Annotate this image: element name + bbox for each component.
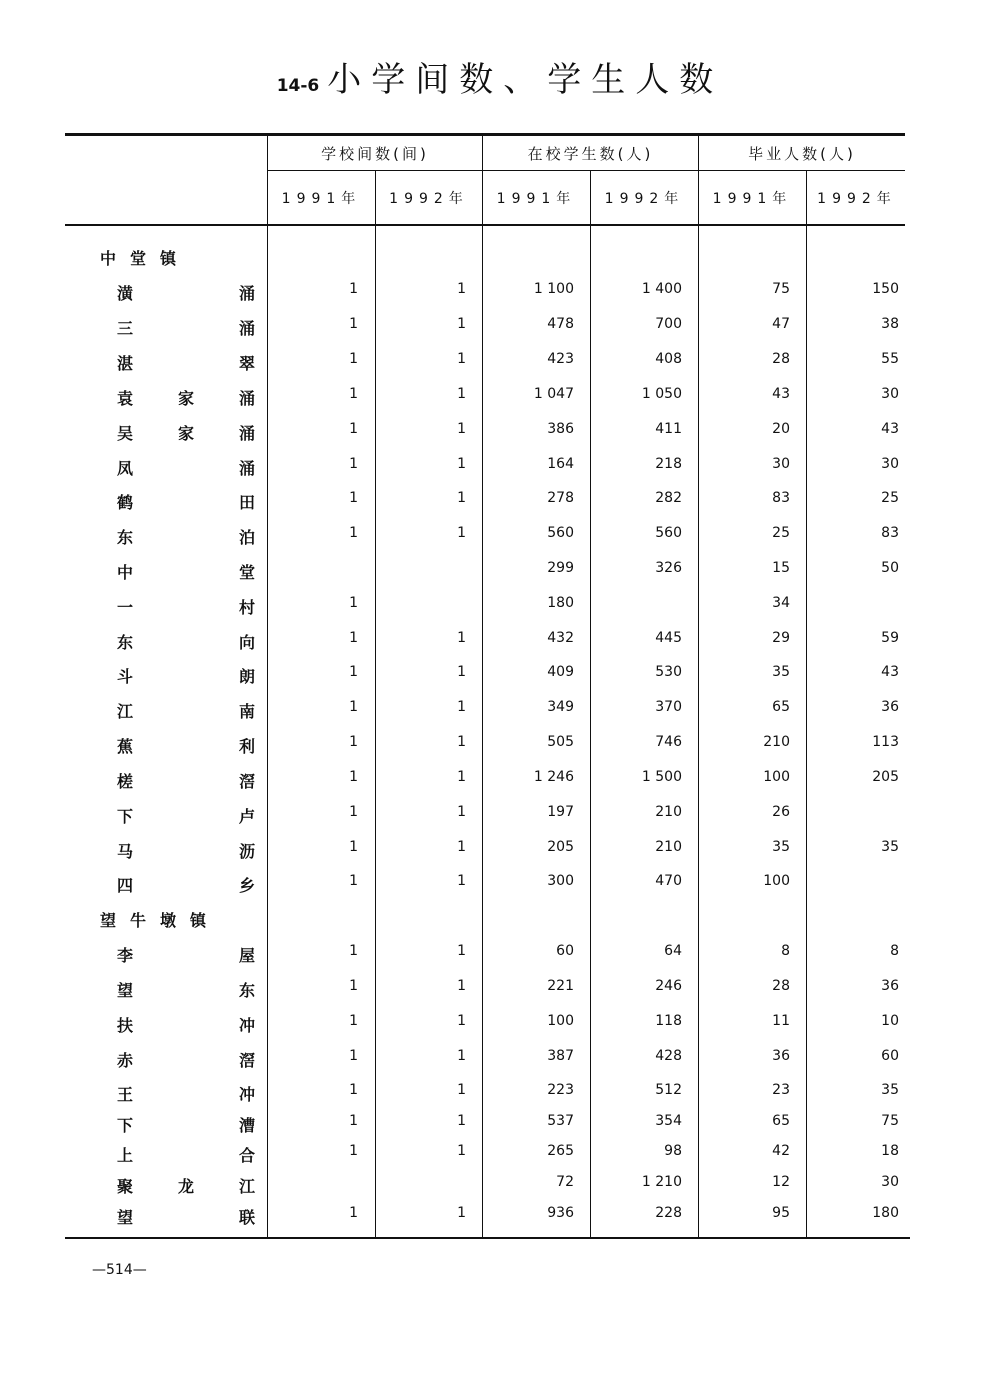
table-cell: 100 (763, 873, 790, 889)
table-cell: 1 (457, 1082, 466, 1098)
table-cell: 43 (881, 421, 899, 437)
village-name: 四 乡 (117, 876, 255, 895)
table-cell: 60 (556, 943, 574, 959)
table-cell: 423 (547, 351, 574, 367)
table-cell: 83 (881, 525, 899, 541)
table-cell: 180 (872, 1205, 899, 1221)
town-row (65, 246, 910, 276)
table-cell: 1 (349, 421, 358, 437)
table-cell: 505 (547, 734, 574, 750)
village-name: 马 沥 (117, 842, 255, 861)
page-title (0, 52, 1000, 101)
table-cell: 118 (655, 1013, 682, 1029)
table-row (65, 1143, 910, 1173)
table-cell: 10 (881, 1013, 899, 1029)
table-cell: 20 (772, 421, 790, 437)
table-cell: 1 (457, 978, 466, 994)
village-name: 袁 家 涌 (117, 389, 255, 408)
table-cell: 746 (655, 734, 682, 750)
table-cell: 30 (881, 1174, 899, 1190)
village-name: 李 屋 (117, 946, 255, 965)
village-name: 下 卢 (117, 807, 255, 826)
table-cell: 72 (556, 1174, 574, 1190)
table-cell: 1 (457, 1205, 466, 1221)
table-bottom-rule (65, 1237, 910, 1239)
table-cell: 23 (772, 1082, 790, 1098)
table-cell: 43 (772, 386, 790, 402)
table-cell: 1 (457, 804, 466, 820)
table-cell: 55 (881, 351, 899, 367)
table-row (65, 839, 910, 869)
table-cell: 210 (763, 734, 790, 750)
table-cell: 1 (457, 1143, 466, 1159)
table-cell: 43 (881, 664, 899, 680)
table-cell: 1 (349, 630, 358, 646)
table-cell: 349 (547, 699, 574, 715)
table-cell: 1 (349, 525, 358, 541)
table-row (65, 1048, 910, 1078)
table-cell: 1 246 (533, 769, 574, 785)
table-code: 14-6 (276, 76, 320, 96)
table-cell: 1 (457, 456, 466, 472)
table-row (65, 943, 910, 973)
table-cell: 1 047 (533, 386, 574, 402)
village-name: 鹤 田 (117, 493, 255, 512)
table-cell: 223 (547, 1082, 574, 1098)
table-cell: 75 (772, 281, 790, 297)
table-cell: 1 (349, 734, 358, 750)
table-cell: 1 (349, 1048, 358, 1064)
table-cell: 1 (349, 839, 358, 855)
table-cell: 326 (655, 560, 682, 576)
table-cell: 530 (655, 664, 682, 680)
table-cell: 1 100 (533, 281, 574, 297)
table-title: 小学间数、学生人数 (327, 60, 724, 100)
header-year: 1992年 (389, 191, 469, 207)
village-name: 东 向 (117, 633, 255, 652)
table-cell: 47 (772, 316, 790, 332)
table-cell: 83 (772, 490, 790, 506)
table-cell: 1 (349, 1113, 358, 1129)
table-cell: 98 (664, 1143, 682, 1159)
table-cell: 1 (349, 351, 358, 367)
table-cell: 26 (772, 804, 790, 820)
table-cell: 1 (349, 1143, 358, 1159)
table-row (65, 769, 910, 799)
table-row (65, 490, 910, 520)
village-name: 王 冲 (117, 1085, 255, 1104)
village-name: 江 南 (117, 702, 255, 721)
table-cell: 1 (349, 699, 358, 715)
table-cell: 35 (881, 839, 899, 855)
village-name: 吴 家 涌 (117, 424, 255, 443)
table-cell: 354 (655, 1113, 682, 1129)
table-cell: 470 (655, 873, 682, 889)
table-cell: 100 (547, 1013, 574, 1029)
table-cell: 1 (349, 1205, 358, 1221)
table-cell: 560 (547, 525, 574, 541)
table-cell: 1 (457, 490, 466, 506)
table-cell: 700 (655, 316, 682, 332)
town-name: 中堂镇 (100, 249, 191, 268)
table-cell: 1 (349, 943, 358, 959)
table-cell: 1 (457, 1013, 466, 1029)
header-group-schools: 学校间数(间) (321, 145, 429, 163)
table-cell: 1 (349, 595, 358, 611)
village-name: 槎 滘 (117, 772, 255, 791)
table-row (65, 560, 910, 590)
table-cell: 409 (547, 664, 574, 680)
table-cell: 1 (349, 769, 358, 785)
table-cell: 221 (547, 978, 574, 994)
table-row (65, 1113, 910, 1143)
table-cell: 246 (655, 978, 682, 994)
table-cell: 197 (547, 804, 574, 820)
table-cell: 38 (881, 316, 899, 332)
table-cell: 28 (772, 351, 790, 367)
header-year: 1991年 (712, 191, 793, 207)
table-cell: 278 (547, 490, 574, 506)
table-cell: 1 (457, 1048, 466, 1064)
table-row (65, 316, 910, 346)
table-row (65, 1174, 910, 1204)
table-cell: 428 (655, 1048, 682, 1064)
table-cell: 35 (881, 1082, 899, 1098)
table-cell: 1 (457, 421, 466, 437)
table-cell: 537 (547, 1113, 574, 1129)
table-cell: 1 (457, 699, 466, 715)
table-cell: 1 (457, 734, 466, 750)
table-cell: 64 (664, 943, 682, 959)
table-cell: 1 (457, 630, 466, 646)
table-cell: 478 (547, 316, 574, 332)
table-row (65, 1013, 910, 1043)
village-name: 赤 滘 (117, 1051, 255, 1070)
village-name: 中 堂 (117, 563, 255, 582)
table-cell: 180 (547, 595, 574, 611)
table-cell: 1 (349, 316, 358, 332)
table-cell: 29 (772, 630, 790, 646)
village-name: 三 涌 (117, 319, 255, 338)
table-cell: 560 (655, 525, 682, 541)
village-name: 东 泊 (117, 528, 255, 547)
table-cell: 30 (881, 456, 899, 472)
table-cell: 1 (457, 873, 466, 889)
table-row (65, 351, 910, 381)
table-cell: 18 (881, 1143, 899, 1159)
table-cell: 65 (772, 699, 790, 715)
table-cell: 50 (881, 560, 899, 576)
table-cell: 1 (349, 873, 358, 889)
table-row (65, 1082, 910, 1112)
village-name: 蕉 利 (117, 737, 255, 756)
village-name: 扶 冲 (117, 1016, 255, 1035)
table-row (65, 281, 910, 311)
table-row (65, 1205, 910, 1235)
table-cell: 100 (763, 769, 790, 785)
table-cell: 445 (655, 630, 682, 646)
table-cell: 1 (457, 664, 466, 680)
table-cell: 386 (547, 421, 574, 437)
header-year: 1991年 (281, 191, 362, 207)
village-name: 下 漕 (117, 1116, 255, 1135)
table-cell: 282 (655, 490, 682, 506)
table-cell: 1 500 (641, 769, 682, 785)
header-group-students: 在校学生数(人) (527, 145, 654, 163)
table-cell: 205 (547, 839, 574, 855)
table-cell: 1 (457, 316, 466, 332)
table-cell: 113 (872, 734, 899, 750)
table-cell: 1 (349, 456, 358, 472)
village-name: 潢 涌 (117, 284, 255, 303)
table-row (65, 421, 910, 451)
table-cell: 1 (457, 839, 466, 855)
header-year: 1991年 (496, 191, 577, 207)
table-cell: 1 (349, 490, 358, 506)
village-name: 聚 龙 江 (117, 1177, 255, 1196)
table-cell: 1 (457, 525, 466, 541)
table-cell: 75 (881, 1113, 899, 1129)
table-cell: 408 (655, 351, 682, 367)
table-cell: 205 (872, 769, 899, 785)
table-row (65, 978, 910, 1008)
page-number: —514— (92, 1262, 147, 1278)
table-cell: 36 (881, 699, 899, 715)
table-row (65, 386, 910, 416)
table-cell: 12 (772, 1174, 790, 1190)
town-row (65, 908, 910, 938)
table-cell: 8 (890, 943, 899, 959)
table-cell: 1 (349, 386, 358, 402)
table-cell: 59 (881, 630, 899, 646)
table-cell: 387 (547, 1048, 574, 1064)
village-name: 凤 涌 (117, 459, 255, 478)
table-cell: 11 (772, 1013, 790, 1029)
table-cell: 1 (457, 769, 466, 785)
table-cell: 1 400 (641, 281, 682, 297)
table-cell: 35 (772, 664, 790, 680)
header-group-graduates: 毕业人数(人) (748, 145, 856, 163)
header-year: 1992年 (604, 191, 685, 207)
table-cell: 300 (547, 873, 574, 889)
table-cell: 42 (772, 1143, 790, 1159)
header-sub-rule (268, 170, 905, 171)
table-cell: 512 (655, 1082, 682, 1098)
table-row (65, 734, 910, 764)
table-cell: 60 (881, 1048, 899, 1064)
table-cell: 164 (547, 456, 574, 472)
table-row (65, 664, 910, 694)
village-name: 一 村 (117, 598, 255, 617)
table-cell: 1 050 (641, 386, 682, 402)
table-cell: 1 (349, 664, 358, 680)
table-cell: 218 (655, 456, 682, 472)
table-cell: 411 (655, 421, 682, 437)
table-cell: 95 (772, 1205, 790, 1221)
table-cell: 228 (655, 1205, 682, 1221)
village-name: 望 联 (117, 1208, 255, 1227)
table-cell: 1 (457, 1113, 466, 1129)
table-row (65, 804, 910, 834)
table-cell: 265 (547, 1143, 574, 1159)
table-cell: 36 (772, 1048, 790, 1064)
table-cell: 1 (457, 281, 466, 297)
table-cell: 8 (781, 943, 790, 959)
table-cell: 432 (547, 630, 574, 646)
table-cell: 1 (349, 281, 358, 297)
village-name: 望 东 (117, 981, 255, 1000)
table-cell: 1 (457, 943, 466, 959)
table-cell: 36 (881, 978, 899, 994)
table-cell: 150 (872, 281, 899, 297)
table-cell: 1 (457, 386, 466, 402)
table-cell: 30 (772, 456, 790, 472)
table-cell: 210 (655, 804, 682, 820)
table-cell: 1 (457, 351, 466, 367)
table-cell: 299 (547, 560, 574, 576)
table-row (65, 630, 910, 660)
table-row (65, 595, 910, 625)
table-row (65, 456, 910, 486)
table-cell: 936 (547, 1205, 574, 1221)
table-cell: 30 (881, 386, 899, 402)
table-cell: 25 (772, 525, 790, 541)
header-year: 1992年 (817, 191, 897, 207)
town-name: 望牛墩镇 (100, 911, 221, 930)
table-cell: 210 (655, 839, 682, 855)
village-name: 上 合 (117, 1146, 255, 1165)
table-cell: 1 (349, 1082, 358, 1098)
table-cell: 28 (772, 978, 790, 994)
village-name: 斗 朗 (117, 667, 255, 686)
table-cell: 65 (772, 1113, 790, 1129)
table-cell: 370 (655, 699, 682, 715)
table-cell: 35 (772, 839, 790, 855)
table-cell: 15 (772, 560, 790, 576)
table-cell: 1 (349, 978, 358, 994)
table-cell: 1 (349, 804, 358, 820)
table-cell: 34 (772, 595, 790, 611)
header-bottom-rule (65, 224, 905, 226)
table-cell: 25 (881, 490, 899, 506)
table-row (65, 699, 910, 729)
table-cell: 1 210 (641, 1174, 682, 1190)
table-top-rule (65, 133, 905, 136)
village-name: 湛 翠 (117, 354, 255, 373)
table-cell: 1 (349, 1013, 358, 1029)
table-row (65, 525, 910, 555)
table-row (65, 873, 910, 903)
